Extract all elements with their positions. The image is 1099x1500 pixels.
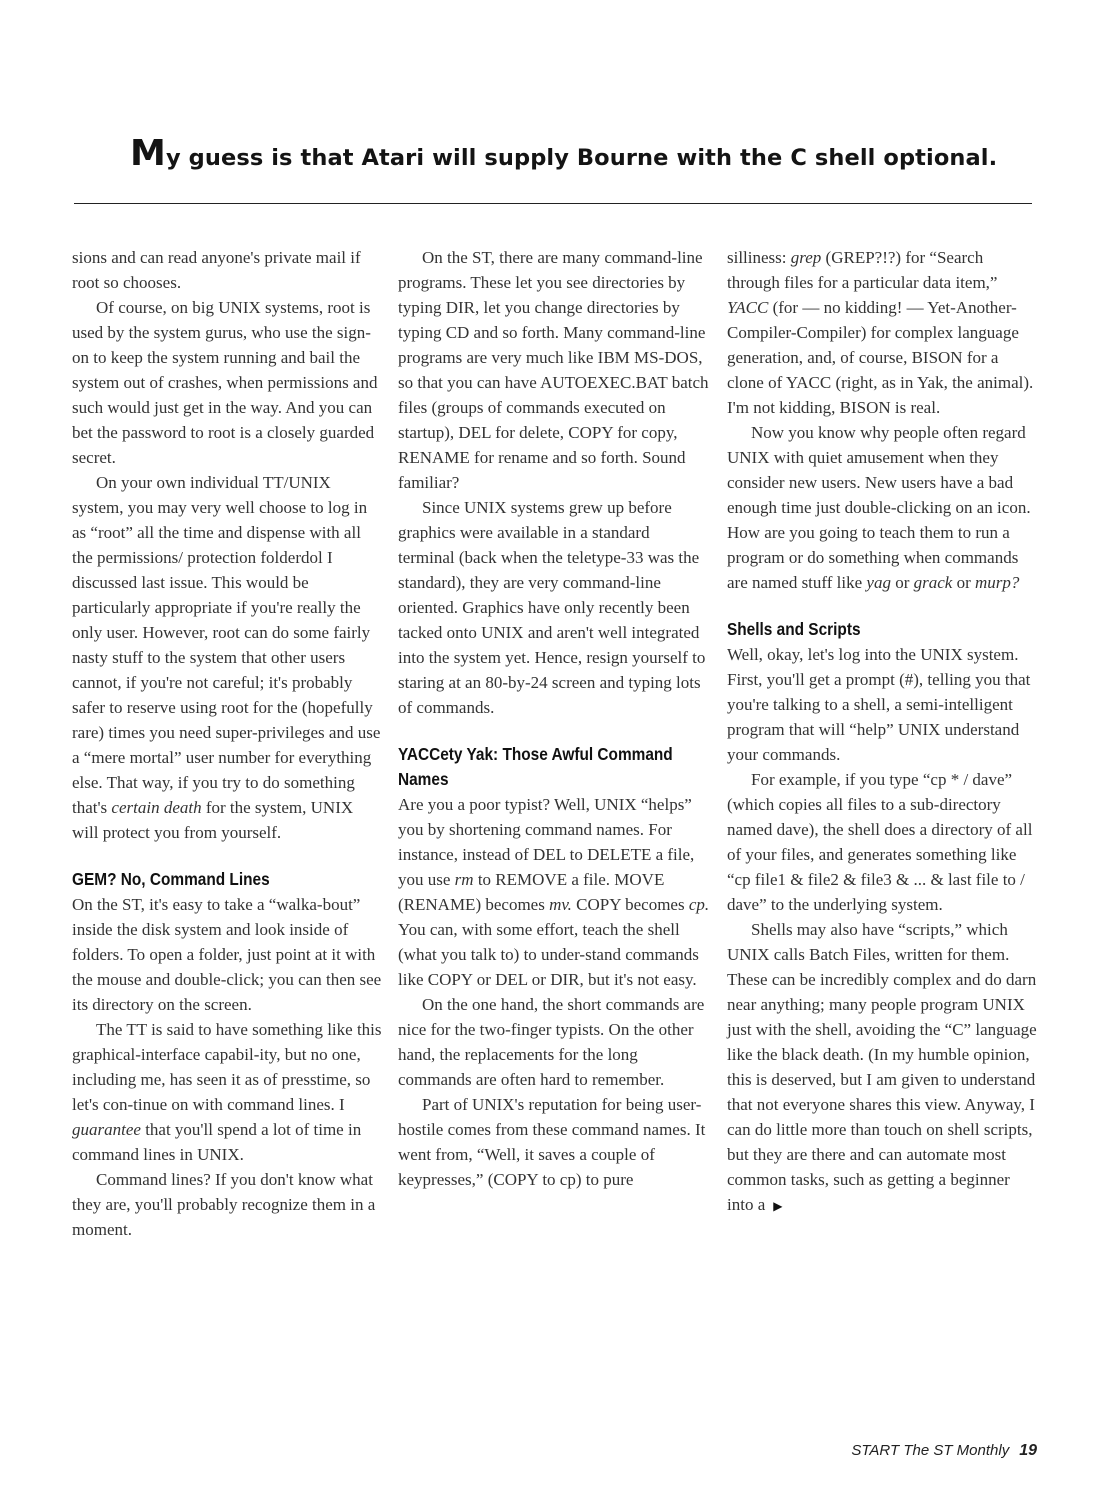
col3-p1-yacc: YACC: [727, 298, 769, 317]
page-number: 19: [1019, 1442, 1037, 1459]
col2-p3-text-b: to REMOVE a file. MOVE (RENAME) becomes: [398, 870, 665, 914]
col2-paragraph-1: On the ST, there are many command-line programs. These let you see directories by typing DIR, let you change directories by typing CD and so forth. Many command-line programs are very much like IBM MS-DOS, so that you can have AUTOEXEC.BAT batch files (groups of commands executed on startup), DEL for delete, COPY for copy, RENAME for rename and so forth. Sound familiar?: [398, 248, 709, 492]
col1-paragraph-6: Command lines? If you don't know what they are, you'll probably recognize them in a moment.: [72, 1170, 376, 1239]
pull-quote: [130, 133, 1070, 174]
col1-paragraph-2: Of course, on big UNIX systems, root is used by the system gurus, who use the sign-on to keep the system running and bail the system out of crashes, when permissions and such would just get in the way. And you can bet the password to root is a closely guarded secret.: [72, 298, 378, 467]
pull-quote-text: y guess is that Atari will supply Bourne with the C shell optional.: [165, 145, 998, 171]
col3-p1-text-c: (for — no kidding! — Yet-Another-Compiler-Compiler) for complex language generation, and, of course, BISON for a clone of YACC (right, as in Yak, the animal). I'm not kidding, BISON is real.: [727, 298, 1034, 417]
col2-paragraph-4: On the one hand, the short commands are nice for the two-finger typists. On the other hand, the replacements for the long commands are often hard to remember.: [398, 995, 705, 1089]
col1-paragraph-5: [72, 1017, 382, 1167]
col1-paragraph-3: [72, 470, 382, 845]
column-3: [727, 245, 1037, 1219]
pull-quote-dropcap: M: [130, 133, 166, 174]
publication-name: START The ST Monthly: [851, 1442, 1010, 1459]
subhead-shells: Shells and Scripts: [727, 619, 861, 639]
col2-p3-text-c: COPY becomes: [571, 895, 689, 914]
col3-p2-grack: grack: [913, 573, 953, 592]
col2-paragraph-5: Part of UNIX's reputation for being user-hostile comes from these command names. It went from, “Well, it saves a couple of keypresses,” (COPY to cp) to pure: [398, 1095, 706, 1189]
col3-p2-text-a: Now you know why people often regard UNIX with quiet amusement when they consider new users. New users have a bad enough time just double-clicking on an icon. How are you going to teach them to run a program or do something when commands are named stuff like: [727, 423, 1031, 592]
col1-p3-text-a: On your own individual TT/UNIX system, you may very well choose to log in as “root” all the time and dispense with all the permissions/ protection folderdol I discussed last issue. This would be particularly appropriate if you're really the only user. However, root can do some fairly nasty stuff to the system that other users cannot, if you're not careful; it's probably safer to reserve using root for the (hopefully rare) times you need super-privileges and use a “mere mortal” user number for everything else. That way, if you try to do something that's: [72, 473, 381, 817]
column-2: [398, 245, 710, 1192]
col1-p5-text-b: that you'll spend a lot of time in command lines in UNIX.: [72, 1120, 362, 1164]
subhead-gem: GEM? No, Command Lines: [72, 869, 270, 889]
col2-p3-text-a: Are you a poor typist? Well, UNIX “helps” you by shortening command names. For instance, instead of DEL to DELETE a file, you use: [398, 795, 695, 889]
col2-paragraph-2: Since UNIX systems grew up before graphics were available in a standard terminal (back when the teletype-33 was the standard), they are very command-line oriented. Graphics have only recently been tacked onto UNIX and aren't well integrated into the system yet. Hence, resign yourself to staring at an 80-by-24 screen and typing lots of commands.: [398, 498, 706, 717]
col3-paragraph-1: [727, 245, 1037, 420]
col2-p3-cp: cp.: [688, 895, 710, 914]
col3-paragraph-4: For example, if you type “cp * / dave” (which copies all files to a sub-directory named dave), the shell does a directory of all of your files, and generates something like “cp file1 & file2 & file3 & ... & last file to / dave” to the underlying system.: [727, 770, 1033, 914]
col3-p1-text-a: silliness:: [727, 248, 791, 267]
continue-arrow-icon: ▶: [773, 1199, 783, 1213]
col2-p3-rm: rm: [454, 870, 474, 889]
col3-p2-yag: yag: [866, 573, 891, 592]
col1-p3-text-b: for the system, UNIX will protect you from yourself.: [72, 798, 354, 842]
col2-paragraph-3: [398, 792, 710, 992]
col3-paragraph-3: Well, okay, let's log into the UNIX system. First, you'll get a prompt (#), telling you that you're talking to a shell, a semi-intelligent program that will “help” UNIX understand your commands.: [727, 645, 1031, 764]
col1-paragraph-4: On the ST, it's easy to take a “walka-bout” inside the disk system and look inside of folders. To open a folder, just point at it with the mouse and double-click; you can then see its directory on the screen.: [72, 895, 382, 1014]
col3-p1-text-b: (GREP?!?) for “Search through files for a particular data item,”: [727, 248, 998, 292]
col3-paragraph-5: [727, 917, 1037, 1219]
col1-p5-emphasis: guarantee: [72, 1120, 141, 1139]
col1-paragraph-1: sions and can read anyone's private mail if root so chooses.: [72, 248, 361, 292]
col3-p1-grep: grep: [790, 248, 822, 267]
header-rule: [74, 203, 1032, 204]
col3-p2-text-b: or: [890, 573, 914, 592]
col3-p2-text-c: or: [952, 573, 976, 592]
col1-p3-emphasis: certain death: [111, 798, 202, 817]
col3-p5-text: Shells may also have “scripts,” which UNIX calls Batch Files, written for them. These can be incredibly complex and do darn near anything; many people program UNIX just with the shell, avoiding the “C” language like the black death. (In my humble opinion, this is deserved, but I am given to understand that not everyone shares this view. Anyway, I can do little more than touch on shell scripts, but they are there and can automate most common tasks, such as getting a beginner into a: [727, 920, 1037, 1214]
col3-paragraph-2: [727, 420, 1037, 595]
col2-p3-mv: mv.: [549, 895, 572, 914]
col2-p3-text-d: You can, with some effort, teach the shell (what you talk to) to under-stand commands like COPY or DEL or DIR, but it's not easy.: [398, 920, 699, 989]
column-1: [72, 245, 382, 1242]
col1-p5-text-a: The TT is said to have something like this graphical-interface capabil-ity, but no one, including me, has seen it as of presstime, so let's con-tinue on with command lines. I: [72, 1020, 382, 1114]
subhead-yacc: YACCety Yak: Those Awful Command Names: [398, 744, 673, 789]
page-footer: [851, 1442, 1037, 1460]
col3-p2-murp: murp?: [975, 573, 1020, 592]
